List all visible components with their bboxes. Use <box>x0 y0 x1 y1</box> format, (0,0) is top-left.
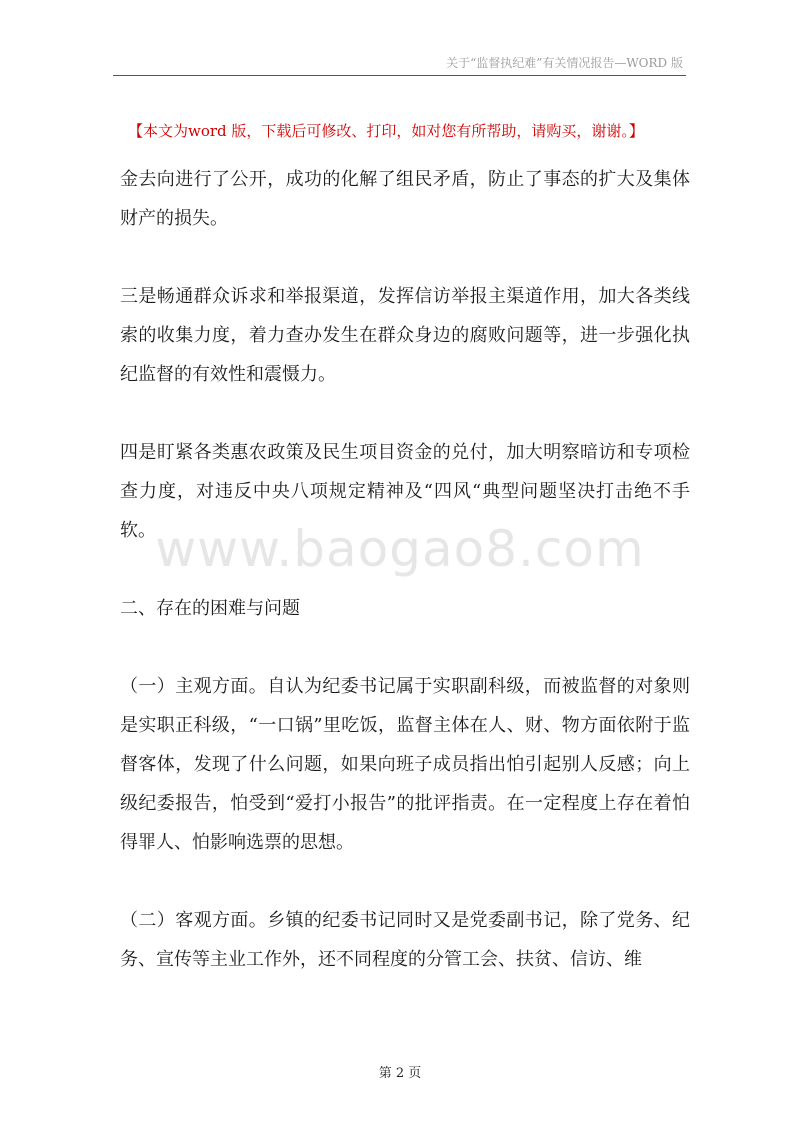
document-body <box>120 160 690 979</box>
document-header-title: 关于“监督执纪难”有关情况报告—WORD 版 <box>446 56 683 70</box>
paragraph-4: （一）主观方面。自认为纪委书记属于实职副科级，而被监督的对象则是实职正科级，“一口锅”里吃饭，监督主体在人、财、物方面依附于监督客体，发现了什么问题，如果向班子成员指出怕引起别人反感；向上级纪委报告，怕受到“爱打小报告”的批评指责。在一定程度上存在着怕得罪人、怕影响选票的思想。 <box>120 676 690 853</box>
section-heading: 二、存在的困难与问题 <box>120 598 300 619</box>
paragraph-3: 四是盯紧各类惠农政策及民生项目资金的兑付，加大明察暗访和专项检查力度，对违反中央八项规定精神及“四风“典型问题坚决打击绝不手软。 <box>120 442 690 541</box>
paragraph-spacer <box>120 862 690 901</box>
paragraph-spacer <box>120 628 690 667</box>
paragraph-spacer <box>120 238 690 277</box>
header-divider <box>113 75 686 76</box>
paragraph-1: 金去向进行了公开，成功的化解了组民矛盾，防止了事态的扩大及集体财产的损失。 <box>120 169 690 229</box>
download-notice: 【本文为word 版，下载后可修改、打印，如对您有所帮助，请购买，谢谢。】 <box>128 122 644 140</box>
paragraph-spacer <box>120 394 690 433</box>
watermark: www.baogao8.com <box>155 520 645 578</box>
paragraph-2: 三是畅通群众诉求和举报渠道，发挥信访举报主渠道作用，加大各类线索的收集力度，着力查办发生在群众身边的腐败问题等，进一步强化执纪监督的有效性和震慑力。 <box>120 286 690 385</box>
page-number: 第 2 页 <box>378 1066 422 1081</box>
paragraph-spacer <box>120 550 690 589</box>
paragraph-5: （二）客观方面。乡镇的纪委书记同时又是党委副书记，除了党务、纪务、宣传等主业工作外，还不同程度的分管工会、扶贫、信访、维 <box>120 910 690 970</box>
